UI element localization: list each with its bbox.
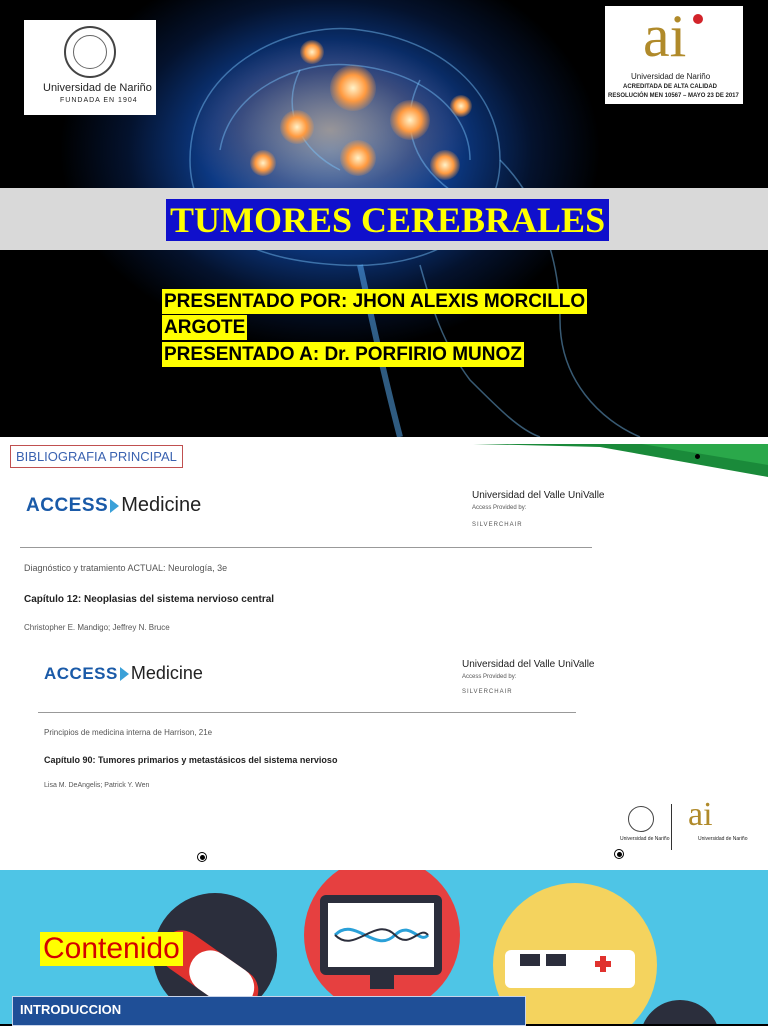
ref2-provider: SILVERCHAIR — [462, 689, 513, 695]
ref1-divider — [20, 547, 592, 548]
ai-mark-dot — [693, 14, 703, 24]
ref2-institution: Universidad del Valle UniValle — [462, 659, 595, 670]
acreditacion-line1: ACREDITADA DE ALTA CALIDAD — [623, 84, 717, 90]
ref2-authors: Lisa M. DeAngelis; Patrick Y. Wen — [44, 782, 150, 789]
presentation-title: TUMORES CEREBRALES — [166, 199, 609, 241]
udenar-seal-icon — [628, 806, 654, 832]
access-word: ACCESS — [44, 663, 118, 683]
ref1-access-provided: Access Provided by: — [472, 505, 527, 511]
brain-glow — [390, 100, 430, 140]
presented-by-line1: PRESENTADO POR: JHON ALEXIS MORCILLO — [164, 291, 586, 312]
contents-item-label: INTRODUCCION — [20, 1002, 122, 1017]
ref1-institution: Universidad del Valle UniValle — [472, 490, 605, 501]
footer-udenar-logo — [620, 806, 670, 850]
ref1-authors: Christopher E. Mandigo; Jeffrey N. Bruce — [24, 623, 170, 632]
brain-glow — [300, 40, 324, 64]
brain-glow — [430, 150, 460, 180]
footer-acreditacion-name: Universidad de Nariño — [698, 836, 748, 842]
bibliography-label: BIBLIOGRAFIA PRINCIPAL — [10, 445, 183, 468]
ref1-provider: SILVERCHAIR — [472, 522, 523, 528]
accessmedicine-logo-2 — [44, 663, 203, 684]
brain-glow — [280, 110, 314, 144]
udenar-logo — [24, 20, 156, 115]
access-word: ACCESS — [26, 494, 109, 516]
contents-title: Contenido — [40, 932, 183, 966]
brain-glow — [450, 95, 472, 117]
accessmedicine-logo-1 — [26, 494, 201, 517]
ref2-access-provided: Access Provided by: — [462, 674, 517, 680]
radio-marker — [614, 849, 624, 859]
acreditacion-line2: RESOLUCIÓN MEN 10567 – MAYO 23 DE 2017 — [608, 93, 739, 99]
accessmedicine-arrow-icon — [120, 667, 129, 681]
udenar-seal-icon — [64, 26, 116, 78]
footer-acreditacion-logo — [684, 796, 748, 852]
ref2-chapter: Capítulo 90: Tumores primarios y metastásicos del sistema nervioso — [44, 755, 338, 765]
udenar-logo-tagline: FUNDADA EN 1904 — [60, 97, 138, 104]
footer-logo-divider — [671, 804, 672, 850]
accessmedicine-arrow-icon — [110, 499, 119, 513]
slide-title — [0, 0, 768, 437]
medicine-word: Medicine — [130, 663, 203, 683]
ai-mark: ai — [643, 3, 687, 69]
dot-marker — [693, 452, 701, 460]
bibliography-top-strip — [0, 437, 768, 444]
footer-ai-mark: ai — [688, 796, 713, 833]
presented-to: PRESENTADO A: Dr. PORFIRIO MUNOZ — [164, 344, 522, 365]
brain-glow — [340, 140, 376, 176]
brain-glow — [250, 150, 276, 176]
ref2-divider — [38, 712, 576, 713]
acreditacion-univ-name: Universidad de Nariño — [631, 72, 711, 81]
footer-udenar-name: Universidad de Nariño — [620, 836, 670, 842]
presented-by-line2: ARGOTE — [164, 317, 246, 338]
contents-item-introduccion[interactable] — [12, 996, 526, 1026]
ref1-chapter: Capítulo 12: Neoplasias del sistema nervioso central — [24, 594, 275, 605]
udenar-logo-name: Universidad de Nariño — [43, 82, 152, 94]
ref1-book: Diagnóstico y tratamiento ACTUAL: Neurología, 3e — [24, 563, 228, 573]
ref2-book: Principios de medicina interna de Harrison, 21e — [44, 728, 213, 737]
medicine-word: Medicine — [121, 494, 202, 516]
brain-glow — [330, 65, 376, 111]
radio-marker — [197, 852, 207, 862]
acreditacion-logo — [605, 3, 743, 104]
